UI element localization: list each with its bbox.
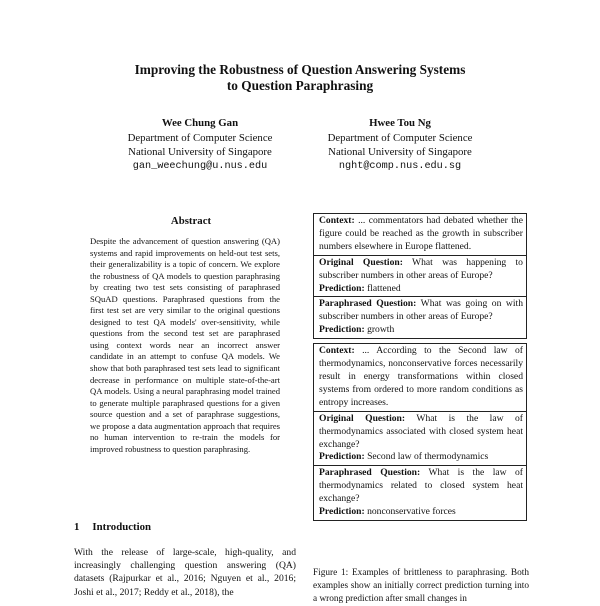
prediction-text: flattened [367, 282, 401, 294]
context-cell [314, 214, 526, 255]
prediction-label: Prediction: [319, 451, 365, 463]
context-label: Context: [319, 215, 355, 226]
author-institution: National University of Singapore [328, 146, 472, 158]
author-department: Department of Computer Science [127, 131, 273, 144]
abstract-heading: Abstract [170, 215, 212, 227]
paper-title-line-2: to Question Paraphrasing [226, 78, 374, 93]
paraphrased-question-label: Paraphrased Question: [319, 298, 417, 310]
prediction-label: Prediction: [319, 506, 365, 518]
author-institution: National University of Singapore [128, 146, 272, 158]
prediction-text: Second law of thermodynamics [367, 451, 489, 463]
author-name: Hwee Tou Ng [369, 117, 431, 129]
example-box-2 [313, 343, 527, 521]
abstract-text: Despite the advancement of question answering (QA) systems and rapid improvements on held-out test sets, their generalizability is a topic of concern. We explore the robustness of QA models to question paraphrasing by creating two test sets consisting of paraphrased SQuAD questions. Paraphrased questions from the first test set are very similar to the original questions designed to test QA models' over-sensitivity, while questions from the second test set are paraphrased using context words near an incorrect answer candidate in an attempt to confuse QA models. We show that both paraphrased test sets lead to significant decrease in performance on multiple state-of-the-art QA models. Using a neural paraphrasing model trained to generate multiple paraphrased questions for a given source question and a set of paraphrase suggestions, we propose a data augmentation approach that requires no human intervention to re-train the models for improved robustness to question paraphrasing. [90, 236, 280, 454]
section-title: Introduction [92, 521, 152, 533]
original-question-text: What is the law of thermodynamics associated with closed system heat exchange? [319, 412, 523, 450]
section-heading-introduction [74, 521, 151, 533]
context-text: ... commentators had debated whether the figure could be reached as the growth in subscriber numbers elsewhere in Europe flattened. [319, 215, 523, 252]
prediction-text: nonconservative forces [367, 506, 456, 518]
author-block-1 [90, 116, 310, 174]
original-question-label: Original Question: [319, 256, 403, 268]
paper-title-line-1: Improving the Robustness of Question Answering Systems [134, 62, 466, 77]
original-question-label: Original Question: [319, 412, 406, 424]
author-name: Wee Chung Gan [161, 117, 239, 129]
original-question-cell [314, 411, 526, 466]
section-number: 1 [74, 521, 80, 533]
prediction-label: Prediction: [319, 282, 365, 294]
introduction-text: With the release of large-scale, high-quality, and increasingly challenging question answering (QA) datasets (Rajpurkar et al., 2016; Nguyen et al., 2016; Joshi et al., 2017; Reddy et al., 2018), the [74, 547, 296, 598]
paraphrased-question-text: What was going on with subscriber numbers in other areas of Europe? [319, 298, 523, 323]
author-block-2 [290, 116, 510, 174]
prediction-line [319, 506, 523, 519]
context-label: Context: [319, 345, 355, 357]
prediction-text: growth [367, 324, 395, 336]
author-email: nght@comp.nus.edu.sg [338, 160, 462, 172]
prediction-label: Prediction: [319, 324, 365, 336]
author-email: gan_weechung@u.nus.edu [132, 160, 268, 172]
figure-1-examples [313, 213, 527, 525]
original-question-text: What was happening to subscriber numbers in other areas of Europe? [319, 256, 523, 281]
context-text: ... According to the Second law of thermodynamics, nonconservative forces necessarily result in energy transformations within closed systems from ordered to more random conditions as entropy increases. [319, 345, 523, 408]
author-department: Department of Computer Science [327, 131, 473, 144]
figure-caption: Figure 1: Examples of brittleness to paraphrasing. Both examples show an initially correct prediction turning into a wrong prediction after small changes in [313, 568, 529, 604]
original-question-cell [314, 255, 526, 297]
example-box-1 [313, 213, 527, 339]
prediction-line [319, 324, 523, 337]
prediction-line [319, 451, 523, 464]
paraphrased-question-label: Paraphrased Question: [319, 467, 421, 479]
paraphrased-question-cell [314, 296, 526, 338]
paraphrased-question-cell [314, 465, 526, 520]
paper-title [0, 62, 600, 94]
context-cell [314, 344, 526, 411]
prediction-line [319, 283, 523, 296]
paraphrased-question-text: What is the law of thermodynamics related to closed system heat exchange? [319, 467, 523, 505]
